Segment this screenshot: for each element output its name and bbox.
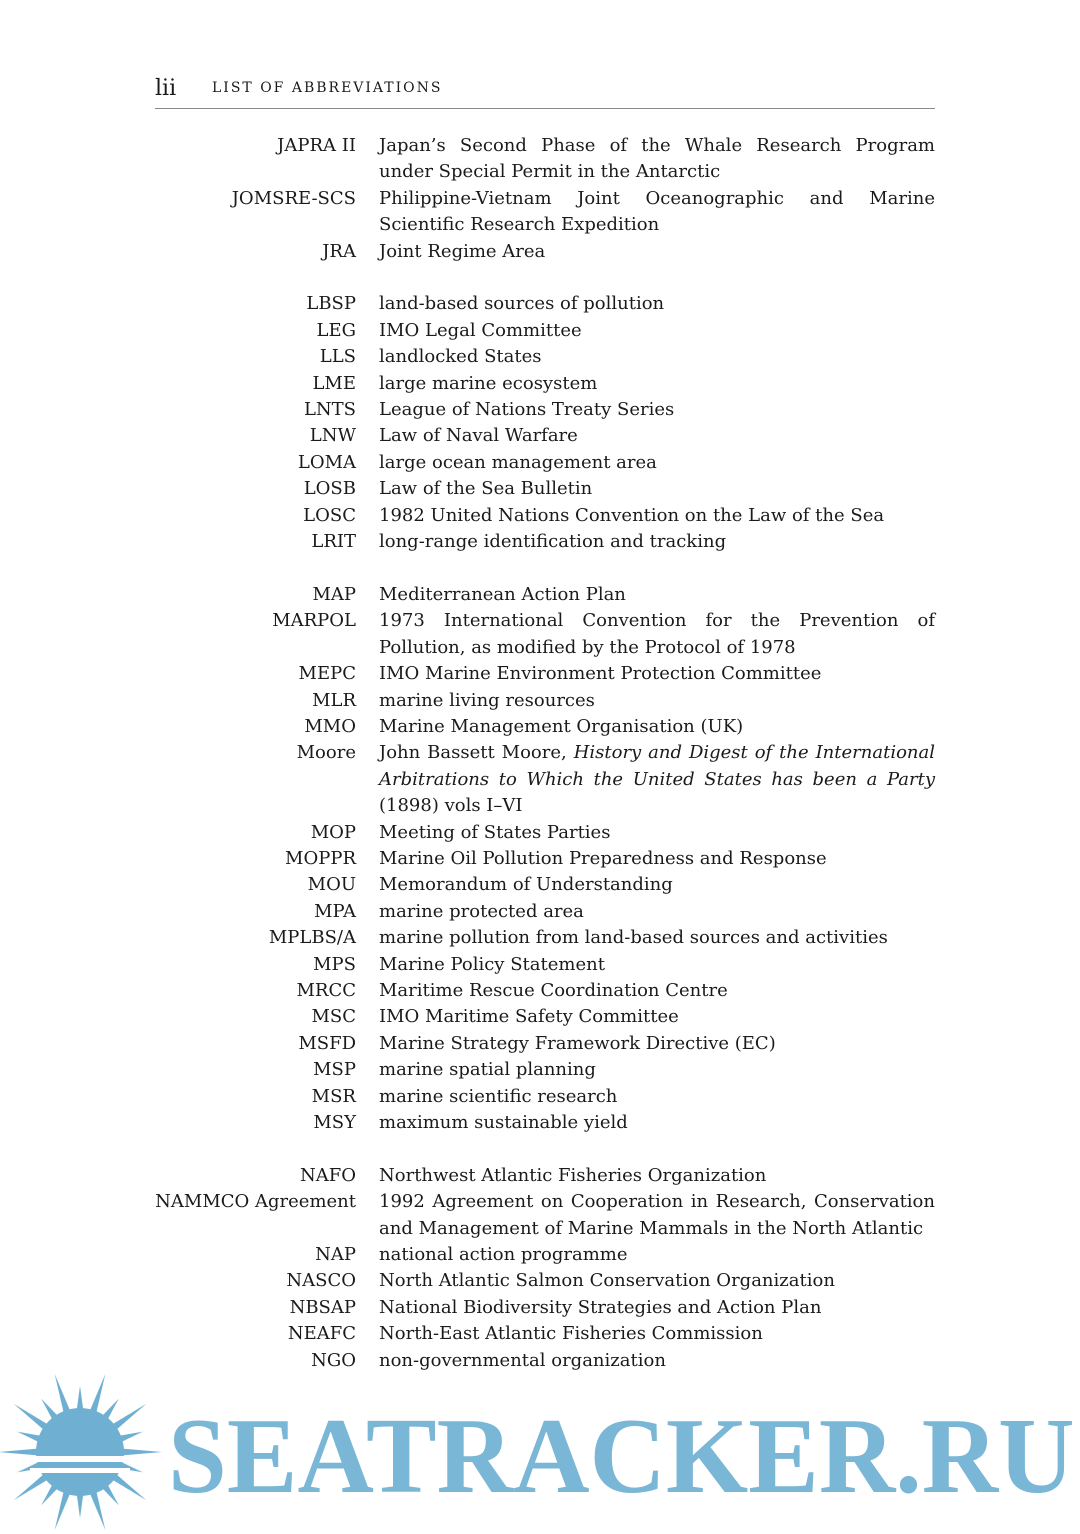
abbreviation-term: MSY <box>313 1112 356 1133</box>
definition-text: John Bassett Moore, <box>379 742 574 764</box>
abbreviation-entry <box>155 186 935 239</box>
abbreviation-definition: League of Nations Treaty Series <box>379 399 675 421</box>
abbreviation-group <box>155 1163 935 1374</box>
abbreviation-entry <box>155 1084 935 1110</box>
abbreviation-entry <box>155 952 935 978</box>
abbreviation-definition: Marine Management Organisation (UK) <box>379 715 744 737</box>
abbreviation-entry <box>155 1242 935 1268</box>
abbreviation-group <box>155 133 935 265</box>
abbreviation-definition: Marine Oil Pollution Preparedness and Response <box>379 847 827 869</box>
abbreviation-term: NEAFC <box>287 1323 356 1345</box>
abbreviation-entry <box>155 899 935 925</box>
abbreviation-definition: Marine Strategy Framework Directive (EC) <box>379 1032 776 1054</box>
page-number: lii <box>155 76 177 101</box>
abbreviation-entry <box>155 1295 935 1321</box>
abbreviation-entry <box>155 529 935 555</box>
abbreviation-term: LEG <box>316 319 356 341</box>
abbreviation-term: NAP <box>315 1244 356 1266</box>
abbreviation-term: LOSB <box>303 478 356 500</box>
abbreviation-group <box>155 582 935 1137</box>
abbreviation-term: JAPRA II <box>277 135 356 156</box>
abbreviation-definition: IMO Legal Committee <box>379 319 582 341</box>
abbreviation-term: NASCO <box>286 1270 356 1292</box>
abbreviation-entry <box>155 1057 935 1083</box>
abbreviation-definition: Joint Regime Area <box>379 240 546 262</box>
abbreviation-entry <box>155 714 935 740</box>
abbreviation-term: JOMSRE-SCS <box>231 187 356 209</box>
running-title: LIST OF ABBREVIATIONS <box>212 80 443 96</box>
abbreviation-definition: 1982 United Nations Convention on the Law of the Sea <box>379 504 885 526</box>
abbreviation-term: NBSAP <box>289 1296 356 1318</box>
abbreviation-term: LNW <box>309 425 356 447</box>
abbreviation-definition: non-governmental organization <box>379 1349 666 1371</box>
abbreviation-term: MPS <box>313 953 356 975</box>
abbreviation-term: MSC <box>311 1006 356 1028</box>
abbreviation-definition: Marine Policy Statement <box>379 953 605 975</box>
header-rule <box>155 108 935 109</box>
abbreviation-term: LNTS <box>303 399 356 421</box>
abbreviation-definition: Law of Naval Warfare <box>379 425 578 447</box>
abbreviation-entry <box>155 740 935 819</box>
abbreviation-term: MPA <box>314 900 356 922</box>
abbreviation-definition: Maritime Rescue Coordination Centre <box>379 979 728 1001</box>
abbreviation-definition: 1992 Agreement on Cooperation in Research, Conservation and Management of Marine Mammals in the North Atlantic <box>379 1191 935 1239</box>
abbreviation-term: Moore <box>296 742 356 764</box>
abbreviation-entry <box>155 1189 935 1242</box>
abbreviation-definition: National Biodiversity Strategies and Action Plan <box>379 1296 822 1318</box>
abbreviation-definition: marine living resources <box>379 689 595 711</box>
abbreviation-entry <box>155 476 935 502</box>
abbreviation-term: MRCC <box>296 979 356 1001</box>
abbreviation-entry <box>155 371 935 397</box>
abbreviation-entry <box>155 661 935 687</box>
abbreviation-entry <box>155 397 935 423</box>
abbreviation-definition: Law of the Sea Bulletin <box>379 478 593 500</box>
abbreviation-definition: national action programme <box>379 1244 628 1266</box>
abbreviation-term: MSR <box>311 1085 356 1107</box>
abbreviation-term: MLR <box>312 689 356 711</box>
abbreviation-definition: large ocean management area <box>379 451 657 473</box>
abbreviation-term: MPLBS/A <box>268 927 356 949</box>
abbreviation-definition: Philippine-Vietnam Joint Oceanographic and Marine Scientific Research Expedition <box>379 187 935 236</box>
abbreviation-term: MARPOL <box>272 610 356 632</box>
abbreviation-term: NGO <box>311 1349 356 1371</box>
abbreviation-definition: Mediterranean Action Plan <box>379 583 626 605</box>
abbreviation-term: LRIT <box>311 531 356 553</box>
abbreviation-entry <box>155 318 935 344</box>
abbreviation-entry <box>155 503 935 529</box>
abbreviation-entry <box>155 872 935 898</box>
abbreviation-term: JRA <box>322 240 356 262</box>
abbreviation-definition: Memorandum of Understanding <box>379 874 673 896</box>
abbreviation-entry <box>155 1004 935 1030</box>
abbreviation-entry <box>155 133 935 186</box>
abbreviation-term: LOMA <box>297 451 356 473</box>
abbreviation-definition: Meeting of States Parties <box>379 821 611 843</box>
sun-logo-icon <box>0 1370 170 1534</box>
abbreviation-entry <box>155 820 935 846</box>
abbreviation-entry <box>155 925 935 951</box>
abbreviation-definition: marine protected area <box>379 900 584 922</box>
watermark <box>0 1370 1080 1534</box>
abbreviation-definition: North Atlantic Salmon Conservation Organization <box>379 1270 835 1292</box>
abbreviation-entry <box>155 423 935 449</box>
abbreviation-entry <box>155 239 935 265</box>
abbreviation-definition: large marine ecosystem <box>379 372 598 394</box>
abbreviation-entry <box>155 1321 935 1347</box>
abbreviation-definition: marine scientific research <box>379 1085 618 1107</box>
abbreviation-entry <box>155 582 935 608</box>
abbreviation-entry <box>155 1268 935 1294</box>
abbreviation-term: MOPPR <box>285 847 356 869</box>
abbreviation-term: MAP <box>312 583 356 605</box>
abbreviation-term: MSFD <box>298 1032 356 1054</box>
definition-title-italic: History and Digest of the International Arbitrations to Which the United States has been a Party <box>379 742 935 790</box>
abbreviation-definition: landlocked States <box>379 346 542 368</box>
definition-text: (1898) vols I–VI <box>379 795 523 817</box>
abbreviation-term: LBSP <box>306 293 356 315</box>
abbreviation-entry <box>155 1163 935 1189</box>
abbreviation-term: MMO <box>304 715 356 737</box>
abbreviation-definition: Japan’s Second Phase of the Whale Research Program under Special Permit in the Antarctic <box>379 135 935 183</box>
abbreviation-group <box>155 291 935 555</box>
abbreviation-term: MOU <box>307 874 356 896</box>
watermark-text: SEATRACKER.RU <box>168 1397 1075 1516</box>
abbreviation-term: MOP <box>310 821 356 843</box>
abbreviation-term: MEPC <box>298 663 356 685</box>
abbreviation-entry <box>155 450 935 476</box>
abbreviation-list <box>155 133 935 1400</box>
abbreviation-term: NAMMCO Agreement <box>155 1191 356 1213</box>
page-header <box>155 76 935 110</box>
abbreviation-definition <box>379 740 935 819</box>
abbreviation-entry <box>155 1031 935 1057</box>
abbreviation-definition: IMO Maritime Safety Committee <box>379 1006 679 1028</box>
abbreviation-definition: marine spatial planning <box>379 1059 596 1081</box>
abbreviation-entry <box>155 1110 935 1136</box>
abbreviation-entry <box>155 291 935 317</box>
abbreviation-term: NAFO <box>300 1164 356 1186</box>
abbreviation-definition: 1973 International Convention for the Prevention of Pollution, as modified by the Protocol of 1978 <box>379 610 935 658</box>
abbreviation-definition: Northwest Atlantic Fisheries Organization <box>379 1164 767 1186</box>
abbreviation-definition: IMO Marine Environment Protection Committee <box>379 663 822 685</box>
abbreviation-entry <box>155 608 935 661</box>
abbreviation-definition: marine pollution from land-based sources and activities <box>379 927 888 949</box>
abbreviation-entry <box>155 344 935 370</box>
abbreviation-definition: long-range identification and tracking <box>379 531 727 553</box>
abbreviation-term: LLS <box>319 346 356 368</box>
abbreviation-entry <box>155 978 935 1004</box>
abbreviation-term: LME <box>312 372 356 394</box>
abbreviation-definition: maximum sustainable yield <box>379 1112 628 1133</box>
abbreviation-definition: North-East Atlantic Fisheries Commission <box>379 1323 763 1345</box>
abbreviation-term: MSP <box>313 1059 356 1081</box>
abbreviation-term: LOSC <box>303 504 356 526</box>
abbreviation-entry <box>155 846 935 872</box>
abbreviation-definition: land-based sources of pollution <box>379 293 665 315</box>
abbreviation-entry <box>155 688 935 714</box>
